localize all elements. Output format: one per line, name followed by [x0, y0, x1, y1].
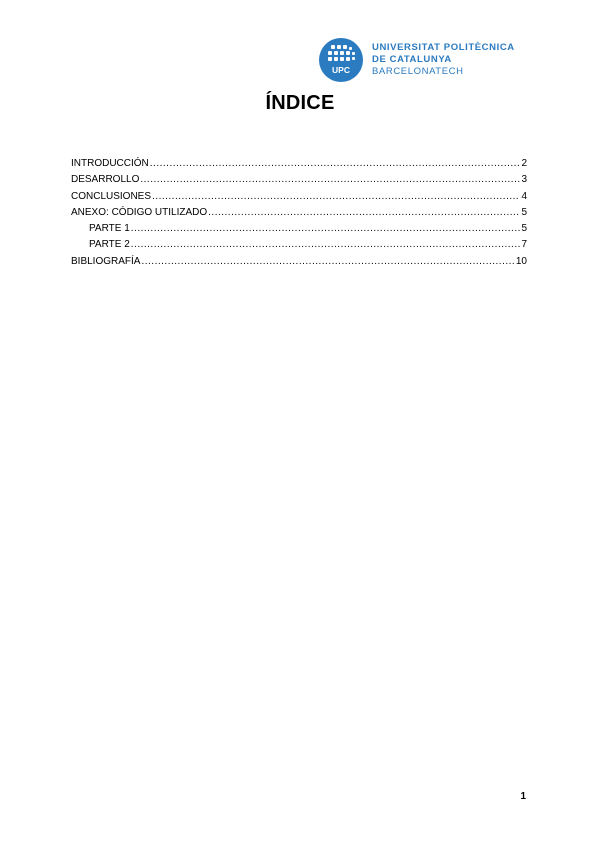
toc-entry-label: CONCLUSIONES [71, 190, 152, 202]
toc-entry-label: BIBLIOGRAFÍA [71, 255, 141, 267]
toc-entry-label: PARTE 2 [89, 239, 130, 251]
toc-entry-page: 4 [521, 190, 527, 202]
toc-leader-dots [152, 191, 520, 202]
toc-entry-introduccion[interactable] [71, 158, 527, 174]
toc-entry-bibliografia[interactable] [71, 256, 527, 272]
university-name-line1: UNIVERSITAT POLITÈCNICA [372, 42, 515, 53]
toc-leader-dots [131, 239, 521, 250]
toc-entry-page: 5 [521, 206, 527, 218]
toc-entry-page: 2 [521, 158, 527, 169]
toc-entry-parte-2[interactable] [71, 239, 527, 255]
toc-entry-conclusiones[interactable] [71, 191, 527, 207]
toc-entry-desarrollo[interactable] [71, 174, 527, 190]
toc-entry-anexo[interactable] [71, 207, 527, 223]
toc-entry-page: 3 [521, 174, 527, 186]
toc-leader-dots [150, 158, 521, 169]
upc-logo [319, 38, 515, 82]
toc-entry-page: 5 [521, 223, 527, 235]
toc-leader-dots [141, 256, 514, 267]
toc-entry-label: ANEXO: CÓDIGO UTILIZADO [71, 206, 208, 218]
toc-entry-label: INTRODUCCIÓN [71, 158, 149, 169]
toc-leader-dots [140, 174, 520, 185]
toc-entry-page: 7 [521, 239, 527, 251]
toc-entry-page: 10 [515, 255, 527, 267]
toc-entry-label: PARTE 1 [89, 223, 130, 235]
toc-entry-label: DESARROLLO [71, 174, 140, 186]
toc-entry-parte-1[interactable] [71, 223, 527, 239]
university-name [372, 42, 515, 78]
toc-leader-dots [208, 207, 520, 218]
upc-badge-text: UPC [332, 65, 350, 75]
upc-logo-icon [319, 38, 363, 82]
university-name-line2: DE CATALUNYA [372, 54, 452, 65]
page-title: ÍNDICE [265, 92, 335, 114]
toc-leader-dots [131, 223, 521, 234]
university-name-line3: BARCELONATECH [372, 66, 464, 77]
table-of-contents [71, 158, 527, 272]
page-number: 1 [520, 791, 526, 802]
